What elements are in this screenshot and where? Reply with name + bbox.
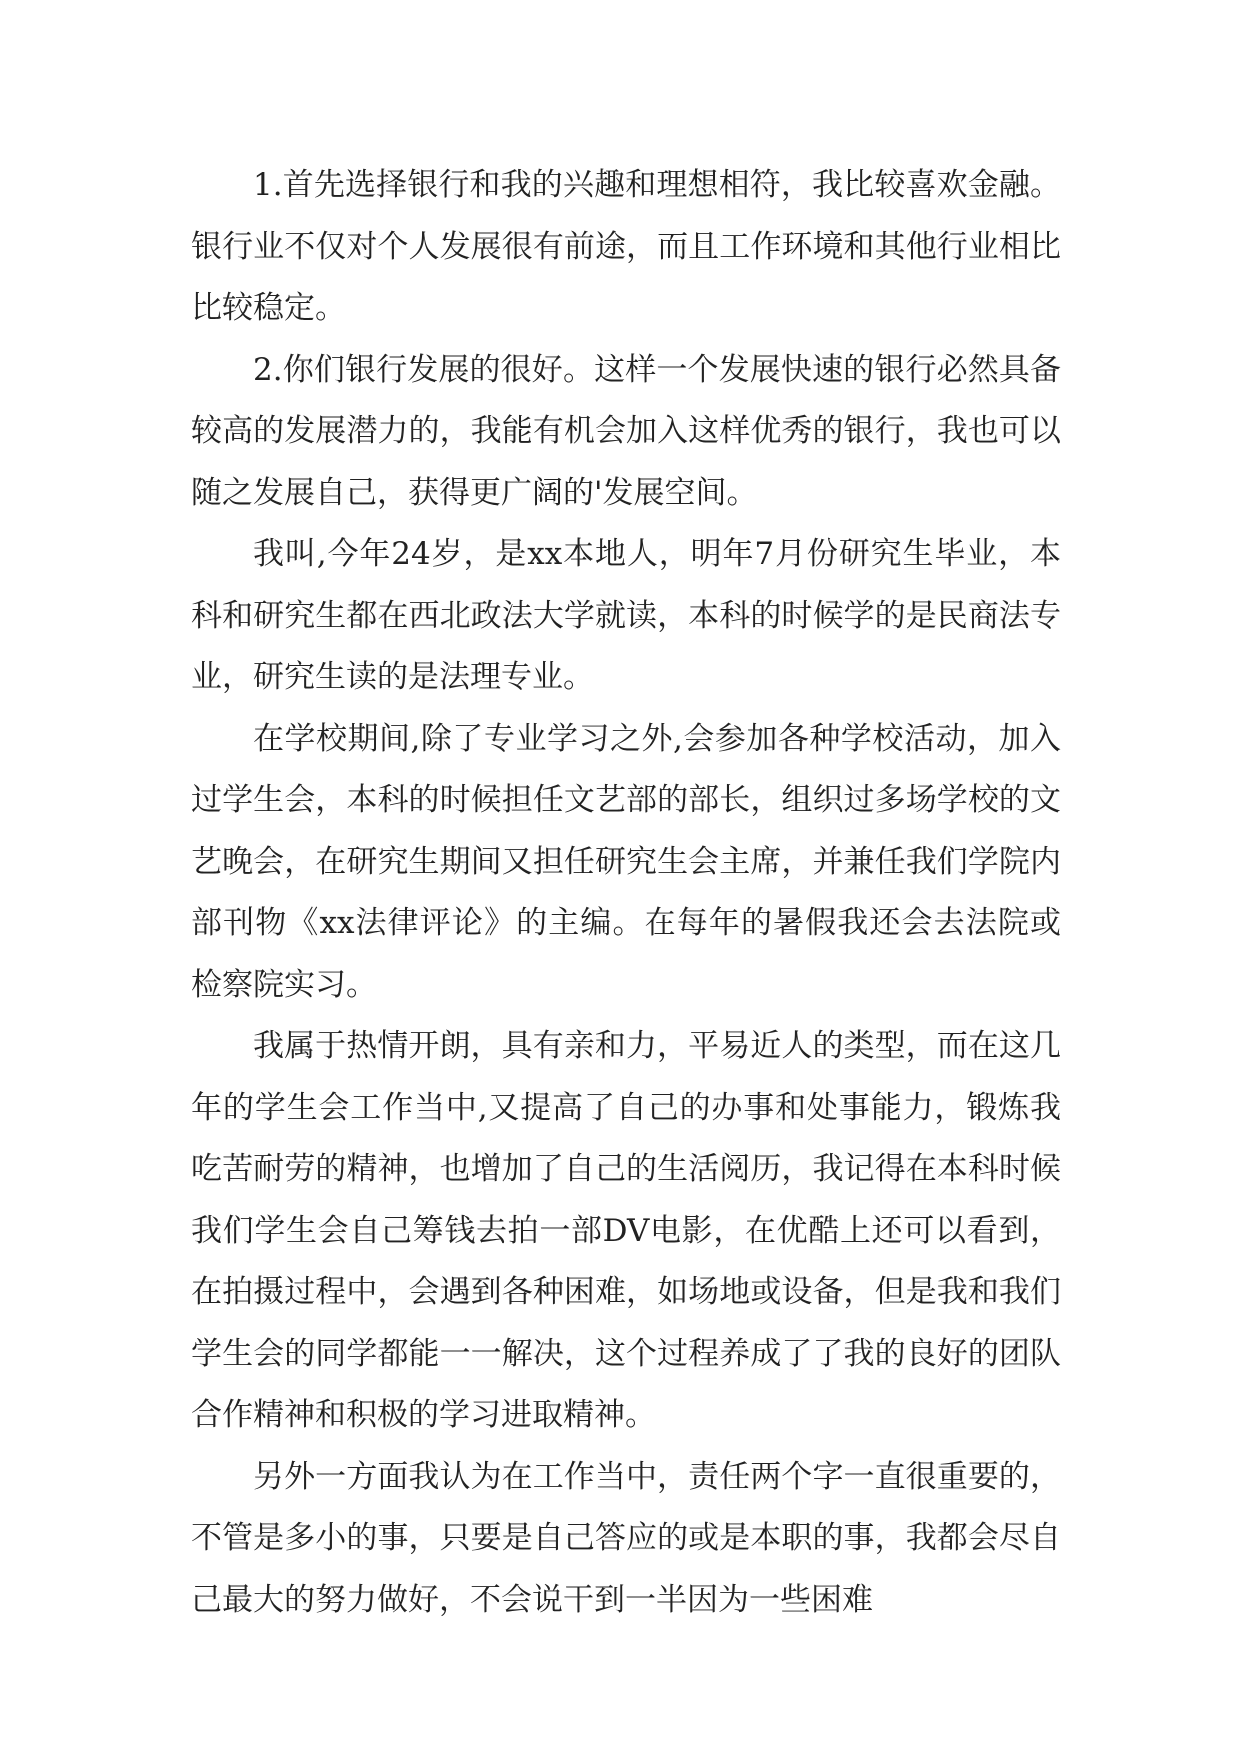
paragraph-reasons-1: 1.首先选择银行和我的兴趣和理想相符，我比较喜欢金融。银行业不仅对个人发展很有前途，而且工作环境和其他行业相比比较稳定。 xyxy=(191,167,1061,326)
paragraph-personality: 我属于热情开朗，具有亲和力，平易近人的类型，而在这几年的学生会工作当中,又提高了自己的办事和处事能力，锻炼我吃苦耐劳的精神，也增加了自己的生活阅历，我记得在本科时候我们学生会自己筹钱去拍一部DV电影，在优酷上还可以看到，在拍摄过程中，会遇到各种困难，如场地或设备，但是我和我们学生会的同学都能一一解决，这个过程养成了了我的良好的团队合作精神和积极的学习进取精神。 xyxy=(191,1028,1061,1433)
paragraph-school-activities: 在学校期间,除了专业学习之外,会参加各种学校活动，加入过学生会，本科的时候担任文艺部的部长，组织过多场学校的文艺晚会，在研究生期间又担任研究生会主席，并兼任我们学院内部刊物《xx法律评论》的主编。在每年的暑假我还会去法院或检察院实习。 xyxy=(191,720,1061,1003)
paragraph-self-intro: 我叫,今年24岁，是xx本地人，明年7月份研究生毕业，本科和研究生都在西北政法大学就读，本科的时候学的是民商法专业，研究生读的是法理专业。 xyxy=(191,536,1061,695)
paragraph-reasons-2: 2.你们银行发展的很好。这样一个发展快速的银行必然具备较高的发展潜力的，我能有机会加入这样优秀的银行，我也可以随之发展自己，获得更广阔的'发展空间。 xyxy=(191,351,1061,511)
paragraph-responsibility: 另外一方面我认为在工作当中，责任两个字一直很重要的，不管是多小的事，只要是自己答应的或是本职的事，我都会尽自己最大的努力做好，不会说干到一半因为一些困难 xyxy=(191,1458,1061,1618)
document-body xyxy=(191,155,1061,1631)
